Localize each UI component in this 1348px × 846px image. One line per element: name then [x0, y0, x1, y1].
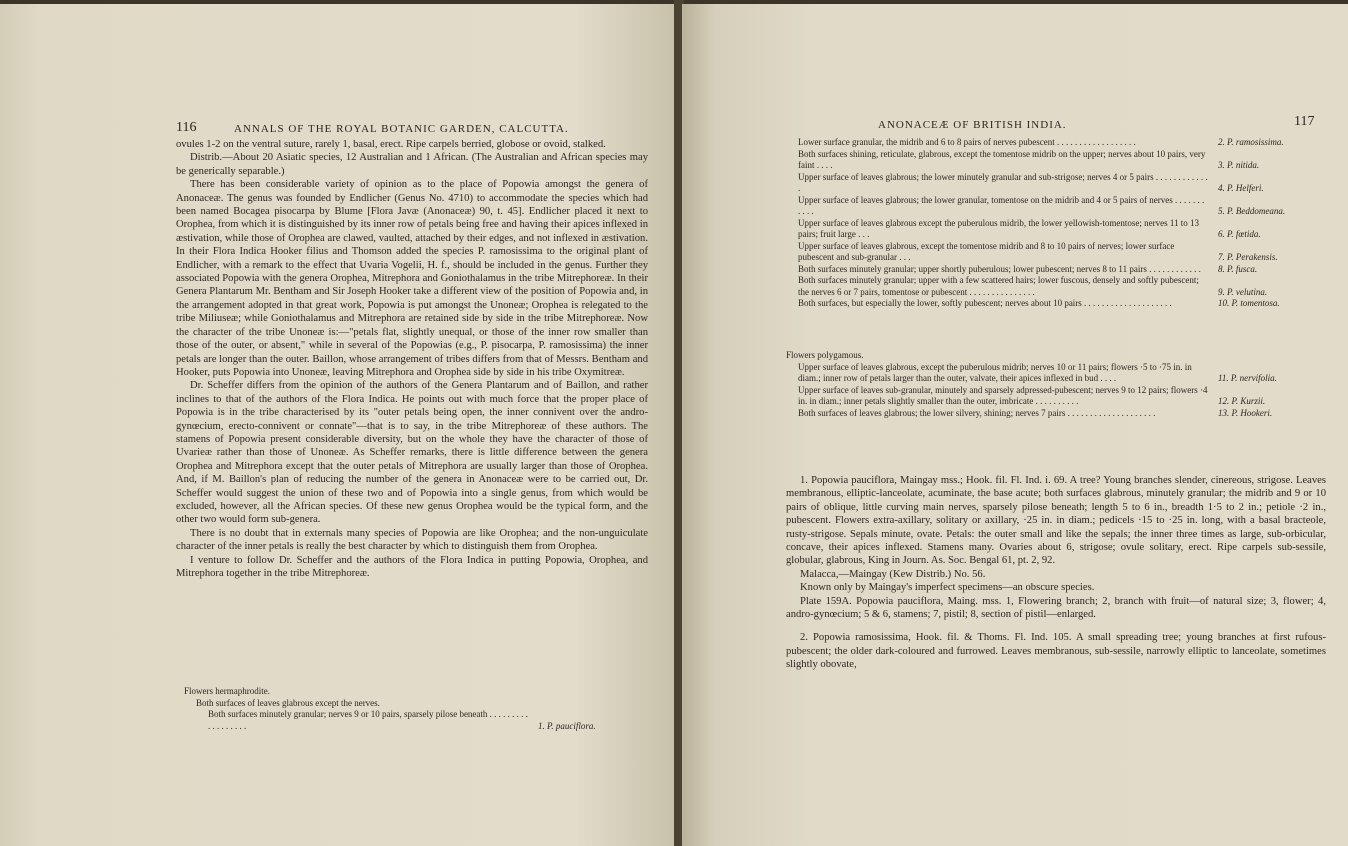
paragraph: There has been considerable variety of opinion as to the place of Popowia amongst the genera of Anonaceæ. The genus was founded by Endlicher (Genus No. 4710) to accommodate the species which had been named Bocagea pisocarpa by Blume [Flora Javæ (Anonaceæ) 90, t. 45]. Endlicher placed it next to Orophea, from which it is distinguished by its inner row of petals being free and having their apices inflexed in æstivation, while those of Orophea are clawed, vaulted, attached by their edges, and not inflexed in æstivation. In their Flora Indica Hooker filius and Thomson added the species P. ramosissima to the original plant of Endlicher, with a remark to the effect that Uvaria Vogelii, H. f., should be included in the genus. Further they associated Popowia with the genera Orophea, Mitrephora and Goniothalamus in the tribe Mitrephoreæ. In their Genera Plantarum Mr. Bentham and Sir Joseph Hooker take a different view of the position of Popowia and, in the arrangement adopted in that great work, Popowia is put amongst the Unoneæ; Orophea is relegated to the tribe Miliuseæ; while Goniothalamus and Mitrephora are retained side by side in the tribe Mitrephoreæ. Now the character of the tribe Unoneæ is:—"petals flat, slightly unequal, or those of the inner row smaller than those of the outer, or absent," while in several of the Popowias (e.g., P. pisocarpa, P. ramosissima) the inner petals are longer than the outer. Baillon, whose arrangement of tribes differs from that of Messrs. Bentham and Hooker, puts Popowia into Unoneæ, leaving Mitrephora and Orophea side by side in his tribe Oxymitreæ.: [176, 179, 648, 378]
species-descriptions: [786, 474, 1326, 672]
right-page: [682, 4, 1348, 846]
plate-caption: Plate 159A. Popowia pauciflora, Maing. mss. 1, Flowering branch; 2, branch with fruit—of natural size; 3, flower; 4, andro-gynœcium; 5 & 6, stamens; 7, pistil; 8, section of pistil—enlarged.: [786, 595, 1326, 621]
key-entry: Both surfaces, but especially the lower, softly pubescent; nerves about 10 pairs . . . . . . . . . . . . . . . . . . . . 10. P. tomentosa.: [798, 298, 1280, 308]
key-entry: Upper surface of leaves glabrous; the lower granular, tomentose on the midrib and 4 or 5 pairs of nerves . . . . . . . . . . . 5. P. Beddomeana.: [798, 194, 1286, 216]
paragraph: There is no doubt that in externals many species of Popowia are like Orophea; and the non-unguiculate character of the inner petals is really the best character by which to distinguish them from Orophea.: [176, 527, 648, 553]
right-key-polygamous: [786, 350, 1328, 419]
species-paragraph: Malacca,—Maingay (Kew Distrib.) No. 56.: [800, 568, 986, 580]
right-running-head: ANONACEÆ OF BRITISH INDIA.: [878, 119, 1067, 131]
left-body-text: [176, 138, 648, 580]
key-heading: Flowers polygamous.: [786, 350, 864, 360]
left-page-number: 116: [176, 120, 197, 135]
key-entry: Both surfaces shining, reticulate, glabrous, except the tomentose midrib on the upper; nerves about 10 pairs, very faint . . . . 3. P. nitida.: [798, 148, 1260, 170]
key-heading: Flowers hermaphrodite.: [184, 686, 270, 696]
species-paragraph: Known only by Maingay's imperfect specimens—an obscure species.: [800, 582, 1095, 594]
left-key: [184, 686, 648, 732]
species-paragraph: 2. Popowia ramosissima, Hook. fil. & Thoms. Fl. Ind. 105. A small spreading tree; young branches at first rufous-pubescent; the older dark-coloured and furrowed. Leaves membranous, sub-sessile, narrowly elliptic to lanceolate, sometimes slightly obovate,: [786, 632, 1326, 671]
left-page: [0, 4, 676, 846]
right-page-number: 117: [1294, 114, 1315, 129]
key-entry: Upper surface of leaves glabrous, except the puberulous midrib; nerves 10 or 11 pairs; flowers ·5 to ·75 in. in diam.; inner row of petals larger than the outer, valvate, their apices inflexed in bud . . . . 11. P. nervifolia.: [798, 361, 1277, 383]
key-entry: Upper surface of leaves glabrous except the puberulous midrib, the lower yellowish-tomentose; nerves 11 to 13 pairs; fruit large . . . 6. P. fœtida.: [798, 217, 1261, 239]
key-entry: Both surfaces minutely granular; upper shortly puberulous; lower pubescent; nerves 8 to 11 pairs . . . . . . . . . . . . 8. P. fusca.: [798, 263, 1258, 274]
paragraph: Distrib.—About 20 Asiatic species, 12 Australian and 1 African. (The Australian and African species may be generically separable.): [176, 152, 648, 177]
key-entry: Upper surface of leaves sub-granular, minutely and sparsely adpressed-pubescent; nerves 9 to 12 pairs; flowers ·4 in. in diam.; inner petals slightly smaller than the outer, imbricate . . . . . . . . . . 12. P. Kurzii.: [798, 384, 1266, 406]
right-key: [798, 137, 1328, 310]
key-entry: Both surfaces minutely granular; nerves 9 or 10 pairs, sparsely pilose beneath . . . . . . . . . . . . . . . . . . 1. P. pauciflora.: [184, 709, 648, 732]
left-running-head: ANNALS OF THE ROYAL BOTANIC GARDEN, CALCUTTA.: [234, 123, 569, 135]
key-entry: Upper surface of leaves glabrous; the lower minutely granular and sub-strigose; nerves 4 or 5 pairs . . . . . . . . . . . . . 4. P. Helferi.: [798, 171, 1264, 193]
paragraph: Dr. Scheffer differs from the opinion of the authors of the Genera Plantarum and of Baillon, and rather inclines to that of the authors of the Flora Indica. He points out with much force that the proper place of Popowia is in the tribe characterised by its "outer petals being open, the inner connivent over the andro-gynœcium, erecto-connivent or connate"—that is to say, in the tribe Mitrephoreæ of these authors. The stamens of Popowia present considerable diversity, but on the whole they have the character of those of Uvarieæ rather than those of Unoneæ. As Scheffer remarks, there is little difference between the genera Orophea and Mitrephora except that the outer petals of Mitrephora are usually larger than those of Orophea. And, if M. Baillon's plan of reducing the number of the genera in Anonaceæ were to be carried out, Dr. Scheffer would suggest the union of these two and of Popowia into a single genus, from which would be excluded, however, all the African species. Of these new genus Orophea would be the typical form, and the other two would form sub-genera.: [176, 380, 648, 526]
key-entry: Upper surface of leaves glabrous, except the tomentose midrib and 8 to 10 pairs of nerves; lower surface pubescent and sub-granular . . . 7. P. Perakensis.: [798, 240, 1278, 262]
key-entry: Both surfaces of leaves glabrous; the lower silvery, shining; nerves 7 pairs . . . . . . . . . . . . . . . . . . . . 13. P. Hookeri.: [798, 407, 1273, 418]
paragraph: I venture to follow Dr. Scheffer and the authors of the Flora Indica in putting Popowia, Orophea, and Mitrephora together in the tribe Mitrephoreæ.: [176, 554, 648, 579]
species-paragraph: 1. Popowia pauciflora, Maingay mss.; Hook. fil. Fl. Ind. i. 69. A tree? Young branches slender, cinereous, strigose. Leaves membranous, elliptic-lanceolate, acuminate, the base acute; both surfaces glabrous, minutely granular; the midrib and 9 or 10 pairs of oblique, little curving main nerves, sparsely pilose beneath; length 5 to 6 in., breadth 1·5 to 2 in.; petiole ·2 in., pubescent. Flowers extra-axillary, solitary or axillary, ·25 in. in diam.; pedicels ·15 to ·25 in. long, with a basal bracteole, rusty-strigose. Sepals minute, ovate. Petals: the outer small and like the sepals; the inner three times as large, sub-orbicular, concave, their apices inflexed. Stamens many. Ovaries about 6, strigose; ovule solitary, erect. Ripe carpels sub-sessile, globular, glabrous, King in Journ. As. Soc. Bengal 61, pt. 2, 92.: [786, 475, 1326, 567]
key-subheading: Both surfaces of leaves glabrous except the nerves.: [196, 697, 380, 708]
key-label: 1. P. pauciflora.: [538, 720, 596, 731]
key-entry: Both surfaces minutely granular; upper with a few scattered hairs; lower fuscous, densely and softly pubescent; the nerves 6 or 7 pairs, tomentose or pubescent . . . . . . . . . . . . . . . 9. P. velutina.: [798, 275, 1268, 297]
key-entry: Lower surface granular, the midrib and 6 to 8 pairs of nerves pubescent . . . . . . . . . . . . . . . . . . 2. P. ramosissima.: [798, 137, 1284, 147]
paragraph: ovules 1-2 on the ventral suture, rarely 1, basal, erect. Ripe carpels berried, globose or ovoid, stalked.: [176, 139, 606, 150]
